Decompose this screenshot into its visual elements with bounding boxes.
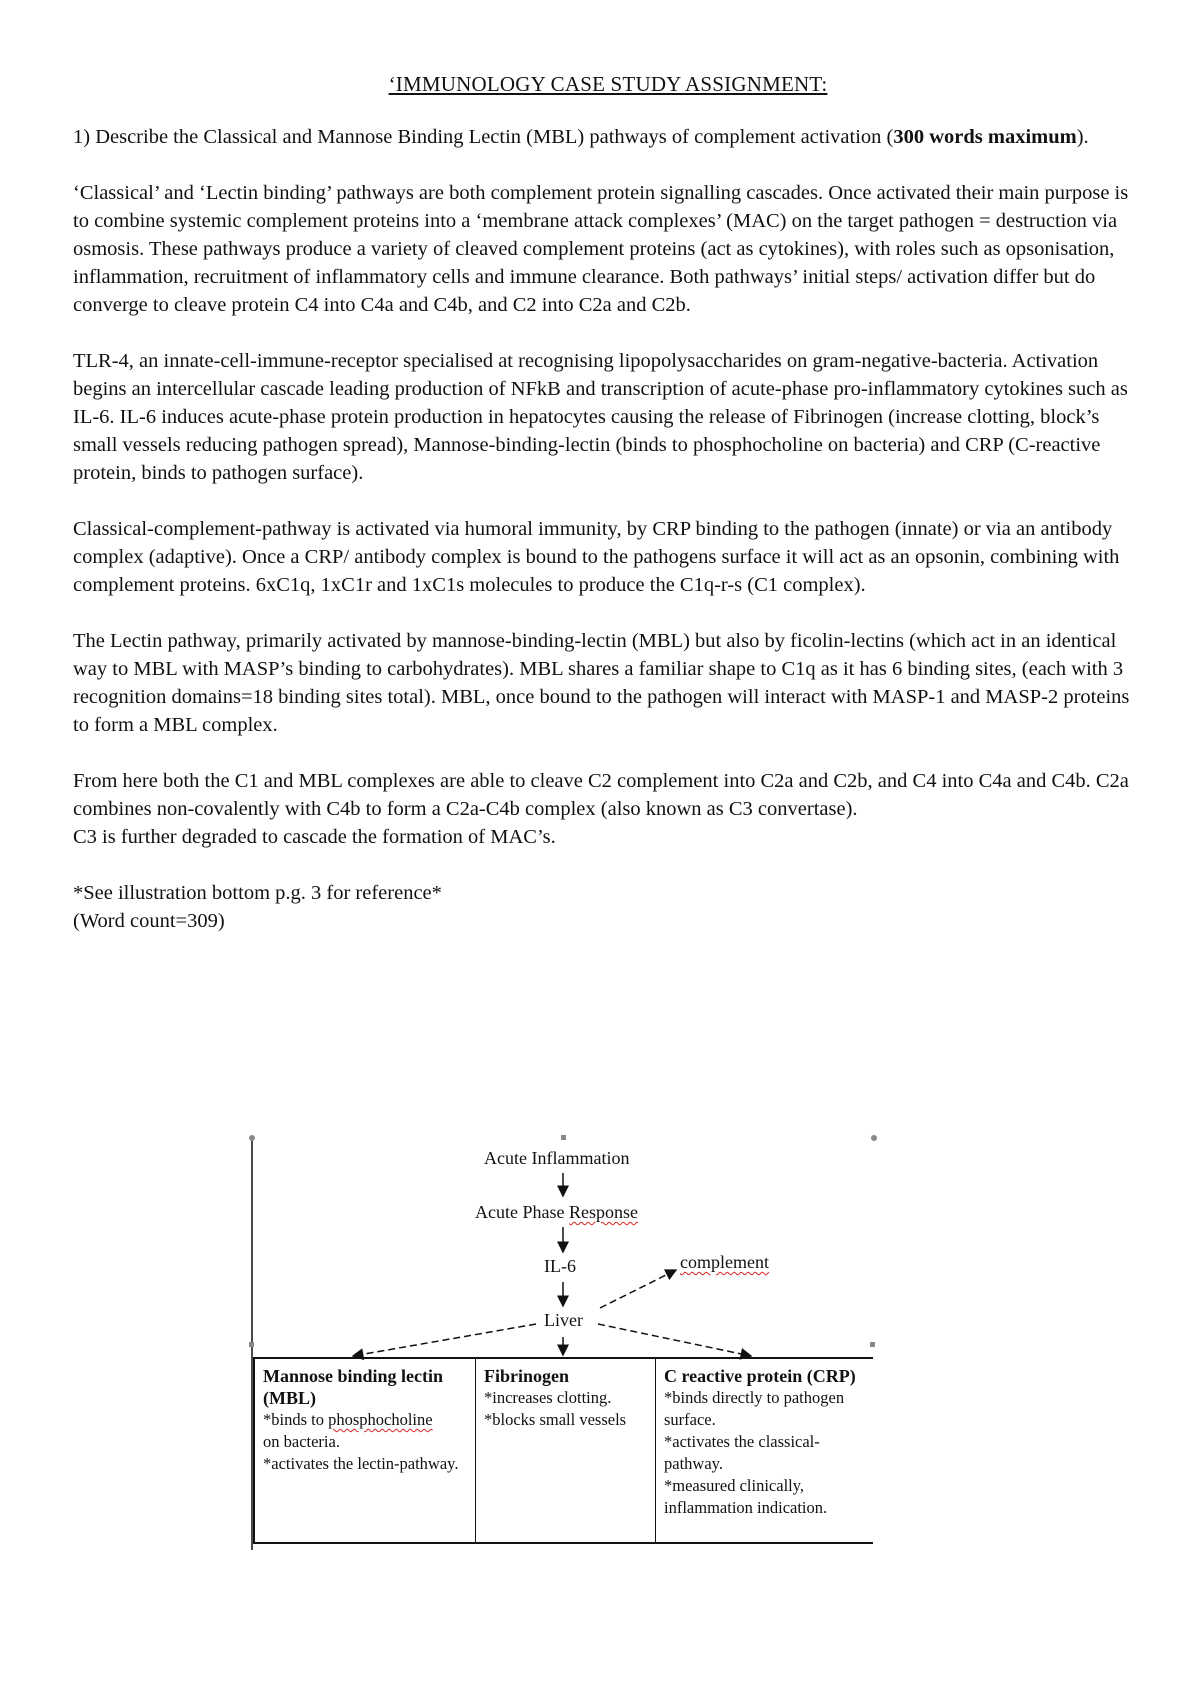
paragraph-classical: Classical-complement-pathway is activated via humoral immunity, by CRP binding to the pathogen (innate) or via an antibody complex (adaptive). Once a CRP/ antibody complex is bound to the pathogens surface it will act as an opsonin, combining with complement proteins. 6xC1q, 1xC1r and 1xC1s molecules to produce the C1q-r-s (C1 complex). [73,518,1120,596]
fibrinogen-cell [475,1359,655,1542]
diagram-liver: Liver [544,1310,583,1330]
paragraph-tlr4: TLR-4, an innate-cell-immune-receptor specialised at recognising lipopolysaccharides on gram-negative-bacteria. Activation begins an intercellular cascade leading production of NFkB and transcription of acute-phase pro-inflammatory cytokines such as IL-6. IL-6 induces acute-phase protein production in hepatocytes causing the release of Fibrinogen (increase clotting, block’s small vessels reducing pathogen spread), Mannose-binding-lectin (binds to phosphocholine on bacteria) and CRP (C-reactive protein, binds to pathogen surface). [73,350,1128,484]
acute-phase-proteins-table [253,1357,873,1544]
question-word-limit: 300 words maximum [893,126,1077,148]
diagram-complement: complement [680,1252,769,1272]
frame-handle [871,1135,877,1141]
mbl-body: on bacteria. *activates the lectin-pathway. [263,1432,459,1473]
crp-cell [655,1359,873,1542]
arrow-liver-to-crp [598,1324,751,1356]
mbl-cell [255,1359,475,1542]
word-count: (Word count=309) [73,910,225,932]
diagram-acute-phase-response [475,1202,638,1223]
document-page [73,72,1143,935]
paragraph-lectin: The Lectin pathway, primarily activated by mannose-binding-lectin (MBL) but also by ficolin-lectins (which act in an identical way to MBL with MASP’s binding to carbohydrates). MBL shares a familiar shape to C1q as it has 6 binding sites, (each with 3 recognition domains=18 binding sites total). MBL, once bound to the pathogen will interact with MASP-1 and MASP-2 proteins to form a MBL complex. [73,630,1130,736]
arrow-liver-to-complement [600,1270,676,1308]
paragraph-convergence: From here both the C1 and MBL complexes are able to cleave C2 complement into C2a and C2b, and C4 into C4a and C4b. C2a combines non-covalently with C4b to form a C2a-C4b complex (also known as C3 convertase). [73,770,1129,820]
diagram-il6: IL-6 [544,1256,576,1276]
frame-handle [561,1135,566,1140]
see-illustration-note: *See illustration bottom p.g. 3 for reference* [73,882,442,904]
mbl-title: Mannose binding lectin (MBL) [263,1366,444,1408]
diagram-acute-inflammation: Acute Inflammation [484,1148,630,1168]
crp-title: C reactive protein (CRP) [664,1366,856,1386]
question-prompt [73,123,1143,151]
frame-handle [249,1135,255,1141]
diagram-response-word: Response [568,1202,638,1222]
fibrinogen-title: Fibrinogen [484,1366,570,1386]
mbl-phosphocholine: phosphocholine [328,1410,433,1429]
crp-body: *binds directly to pathogen surface. *activates the classical-pathway. *measured clinically, inflammation indication. [664,1388,845,1517]
diagram-acute-phase-prefix: Acute Phase [475,1202,569,1222]
paragraph-overview: ‘Classical’ and ‘Lectin binding’ pathways are both complement protein signalling cascades. Once activated their main purpose is to combine systemic complement proteins into a ‘membrane attack complexes’ (MAC) on the target pathogen = destruction via osmosis. These pathways produce a variety of cleaved complement proteins (act as cytokines), with roles such as opsonisation, inflammation, recruitment of inflammatory cells and immune clearance. Both pathways’ initial steps/ activation differ but do converge to cleave protein C4 into C4a and C4b, and C2 into C2a and C2b. [73,182,1129,316]
frame-handle [249,1342,254,1347]
question-end: ). [1076,126,1089,148]
arrow-liver-to-mbl [353,1324,536,1356]
question-text: 1) Describe the Classical and Mannose Binding Lectin (MBL) pathways of complement activation ( [73,126,894,148]
mbl-line1-prefix: *binds to [263,1410,329,1429]
paragraph-c3: C3 is further degraded to cascade the formation of MAC’s. [73,826,556,848]
frame-handle [870,1342,875,1347]
fibrinogen-body: *increases clotting. *blocks small vessels [484,1388,627,1429]
mbl-line1 [263,1409,467,1431]
document-title: ‘IMMUNOLOGY CASE STUDY ASSIGNMENT: [388,72,828,96]
acute-phase-diagram [248,1130,878,1550]
